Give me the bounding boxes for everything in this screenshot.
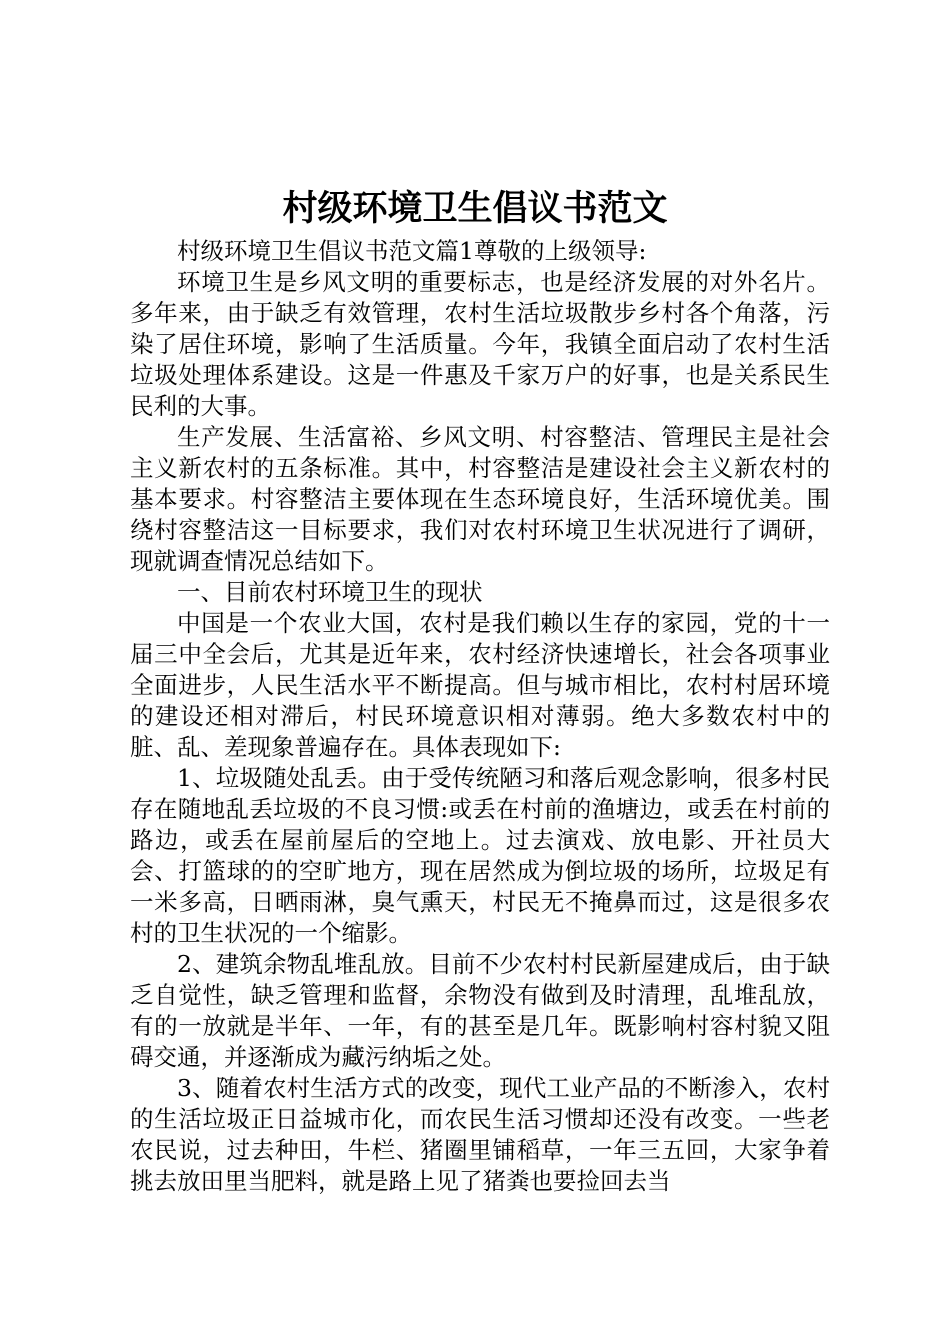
paragraph-item-1-garbage: 1、垃圾随处乱丢。由于受传统陋习和落后观念影响，很多村民存在随地乱丢垃圾的不良习惯:或丢在村前的渔塘边，或丢在村前的路边，或丢在屋前屋后的空地上。过去演戏、放电影、开社员大会、打篮球的的空旷地方，现在居然成为倒垃圾的场所，垃圾足有一米多高，日晒雨淋，臭气熏天，村民无不掩鼻而过，这是很多农村的卫生状况的一个缩影。 — [130, 764, 830, 947]
document-title: 村级环境卫生倡议书范文 — [282, 188, 668, 229]
paragraph-china-agriculture: 中国是一个农业大国，农村是我们赖以生存的家园，党的十一届三中全会后，尤其是近年来，农村经济快速增长，社会各项事业全面进步，人民生活水平不断提高。但与城市相比，农村村居环境的建设还相对滞后，村民环境意识相对薄弱。绝大多数农村中的脏、乱、差现象普遍存在。具体表现如下: — [130, 609, 830, 761]
paragraph-item-2-construction: 2、建筑余物乱堆乱放。目前不少农村村民新屋建成后，由于缺乏自觉性，缺乏管理和监督，余物没有做到及时清理，乱堆乱放，有的一放就是半年、一年，有的甚至是几年。既影响村容村貌又阻碍交通，并逐渐成为藏污纳垢之处。 — [130, 950, 830, 1071]
paragraph-environment-importance: 环境卫生是乡风文明的重要标志，也是经济发展的对外名片。多年来，由于缺乏有效管理，农村生活垃圾散步乡村各个角落，污染了居住环境，影响了生活质量。今年，我镇全面启动了农村生活垃圾处理体系建设。这是一件惠及千家万户的好事，也是关系民生民利的大事。 — [130, 268, 830, 420]
document-body — [130, 236, 830, 1197]
paragraph-item-3-lifestyle: 3、随着农村生活方式的改变，现代工业产品的不断渗入，农村的生活垃圾正日益城市化，而农民生活习惯却还没有改变。一些老农民说，过去种田，牛栏、猪圈里铺稻草，一年三五回，大家争着挑去放田里当肥料，就是路上见了猪粪也要捡回去当 — [130, 1074, 830, 1195]
section-heading-current-status: 一、目前农村环境卫生的现状 — [177, 578, 483, 606]
paragraph-intro: 村级环境卫生倡议书范文篇1尊敬的上级领导: — [177, 237, 647, 265]
paragraph-five-standards: 生产发展、生活富裕、乡风文明、村容整洁、管理民主是社会主义新农村的五条标准。其中，村容整洁是建设社会主义新农村的基本要求。村容整洁主要体现在生态环境良好，生活环境优美。围绕村容整洁这一目标要求，我们对农村环境卫生状况进行了调研，现就调查情况总结如下。 — [130, 423, 830, 575]
